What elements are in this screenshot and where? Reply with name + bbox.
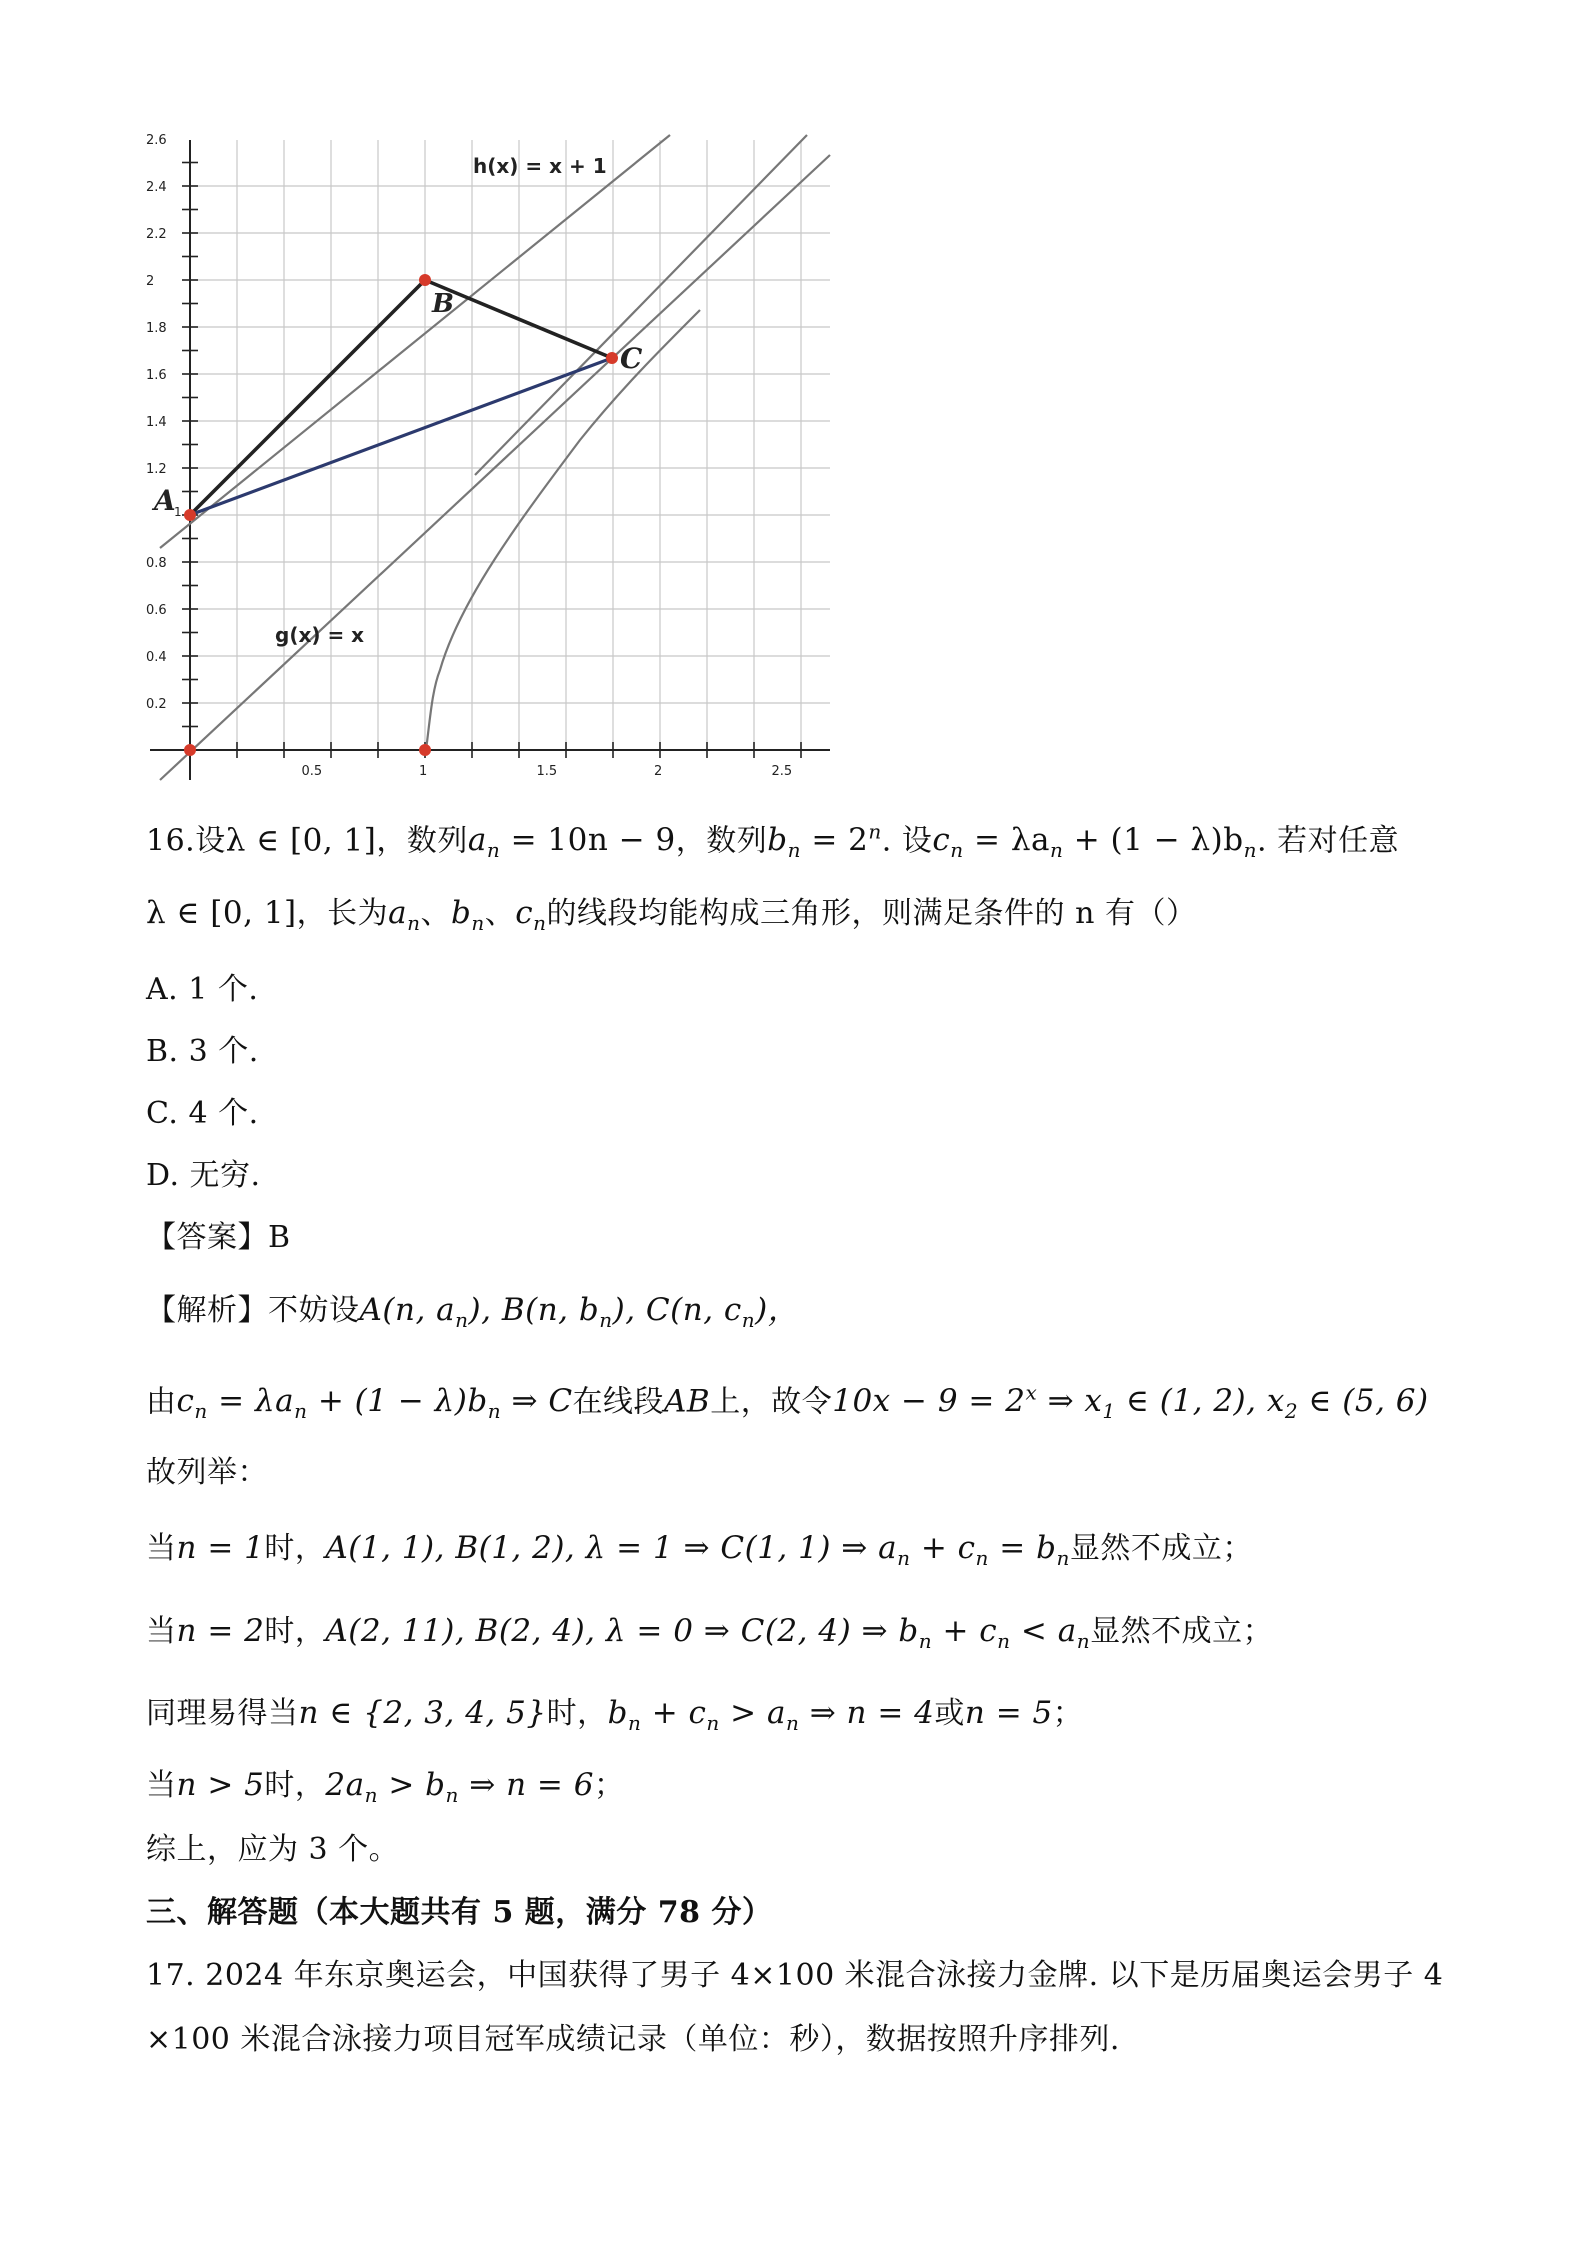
analysis-line-4: [146, 1528, 1253, 1578]
analysis-line-7: [146, 1765, 624, 1815]
q16-math-lambda: λ ∈ [0, 1]: [225, 822, 377, 859]
q16-text-4: . 设: [881, 823, 933, 859]
q16-text-2: ，数列: [376, 823, 468, 859]
analysis-5-math: A(2, 11), B(2, 4), λ = 0 ⇒ C(2, 4) ⇒ $b_n + c_n < a_n$: [325, 1613, 1091, 1654]
x-tick-label: 2: [654, 764, 663, 779]
q16-math-an-2: $a_n$: [388, 895, 421, 936]
label-a: A: [154, 484, 176, 517]
q16-number: 16.: [146, 823, 196, 859]
answer-value: B: [268, 1220, 291, 1255]
y-tick-label: 0.4: [146, 650, 167, 665]
analysis-6-set: n ∈ {2, 3, 4, 5}: [298, 1695, 547, 1731]
analysis-7-math: $2a_n > b_n$ ⇒ n = 6: [325, 1767, 594, 1808]
analysis-5-t1: 时，: [264, 1614, 326, 1649]
q16-math-an: $a_n = 10n - 9$: [467, 822, 676, 863]
q16-line-2: [146, 893, 1196, 943]
analysis-line-5: [146, 1611, 1273, 1661]
segment-ab: [190, 280, 425, 515]
q16-text-7: 的线段均能构成三角形，则满足条件的 n 有（）: [546, 896, 1197, 931]
analysis-5-pre: 当: [146, 1614, 177, 1649]
y-tick-label: 0.8: [146, 556, 167, 571]
q16-math-bn: $b_n = 2^n$: [767, 820, 882, 863]
analysis-7-end: ；: [593, 1768, 625, 1803]
coordinate-figure: [140, 130, 840, 790]
y-tick-label: 2.6: [146, 133, 167, 148]
analysis-4-math: A(1, 1), B(1, 2), λ = 1 ⇒ C(1, 1) ⇒ $a_n + c_n = b_n$: [325, 1530, 1070, 1571]
analysis-line-6: [146, 1693, 1083, 1743]
q16-math-lambda-2: λ ∈ [0, 1]: [146, 895, 297, 931]
point-origin: [184, 744, 196, 756]
point-a: [184, 509, 196, 521]
answer-line: [146, 1218, 291, 1258]
analysis-4-end: 显然不成立；: [1069, 1531, 1253, 1566]
analysis-5-n: n = 2: [176, 1613, 265, 1649]
analysis-2-pre: 由: [146, 1384, 177, 1420]
x-tick-label: 2.5: [771, 764, 793, 779]
point-b: [419, 274, 431, 286]
segment-ac: [190, 358, 612, 515]
q16-text-5: . 若对任意: [1257, 823, 1400, 859]
label-h: h(x) = x + 1: [473, 154, 607, 178]
q16-text-3: ，数列: [675, 823, 768, 859]
analysis-4-t1: 时，: [264, 1531, 326, 1566]
analysis-2-text-1: 在线段: [572, 1384, 665, 1420]
analysis-math-1: A(n, $a_n$), B(n, $b_n$), C(n, $c_n$)，: [359, 1292, 800, 1333]
analysis-6-n5: n = 5: [964, 1695, 1053, 1731]
x-tick-label: 1: [419, 764, 428, 779]
label-a-sub: 1: [174, 505, 182, 519]
analysis-5-end: 显然不成立；: [1090, 1614, 1274, 1649]
q17-line-2: ×100 米混合泳接力项目冠军成绩记录（单位：秒），数据按照升序排列.: [146, 2022, 1120, 2057]
analysis-6-end: ；: [1052, 1696, 1084, 1731]
axis-ticks: [182, 163, 801, 759]
q16-text-6: ，长为: [296, 896, 389, 931]
label-b: B: [432, 289, 454, 319]
q16-sep-1: 、: [420, 896, 452, 931]
analysis-7-pre: 当: [146, 1768, 177, 1803]
y-tick-label: 0.6: [146, 603, 167, 618]
analysis-6-t1: 时，: [546, 1696, 608, 1731]
analysis-line-3: 故列举：: [146, 1455, 268, 1490]
answer-label: 【答案】: [146, 1220, 268, 1255]
x-tick-label: 0.5: [301, 764, 323, 779]
q16-text-1: 设: [195, 823, 226, 859]
point-x1: [419, 744, 431, 756]
label-g: g(x) = x: [275, 623, 365, 647]
x-tick-labels: [302, 764, 793, 779]
q16-math-cn: $c_n = \lambda a_n + (1 - \lambda)b_n$: [932, 822, 1258, 863]
section-3-heading: 三、解答题（本大题共有 5 题，满分 78 分）: [146, 1895, 773, 1930]
analysis-6-pre: 同理易得当: [146, 1696, 299, 1731]
option-d: D. 无穷.: [146, 1158, 261, 1193]
q16-math-cn-2: $c_n$: [515, 895, 547, 936]
analysis-4-pre: 当: [146, 1531, 177, 1566]
analysis-line-1: [146, 1290, 799, 1340]
y-tick-label: 1.6: [146, 368, 167, 383]
analysis-2-ab: AB: [664, 1383, 711, 1420]
analysis-text-1: 不妨设: [268, 1293, 360, 1328]
y-tick-labels: [146, 133, 167, 712]
analysis-line-2: [146, 1373, 1429, 1432]
y-tick-label: 0.2: [146, 697, 167, 712]
y-tick-label: 1.2: [146, 462, 167, 477]
label-c: C: [620, 342, 643, 375]
analysis-2-math-2: $10x - 9 = 2^x$ ⇒ $x_1$ ∈ (1, 2), $x_2$ ∈ (5, 6): [832, 1381, 1429, 1424]
y-tick-label: 1.4: [146, 415, 167, 430]
analysis-line-8: 综上，应为 3 个。: [146, 1832, 400, 1867]
option-c: C. 4 个.: [146, 1096, 259, 1131]
y-tick-label: 1.8: [146, 321, 167, 336]
q16-sep-2: 、: [484, 896, 516, 931]
point-c: [606, 352, 618, 364]
y-tick-label: 2.2: [146, 227, 167, 242]
option-b: B. 3 个.: [146, 1034, 259, 1069]
q16-math-bn-2: $b_n$: [451, 895, 485, 936]
analysis-6-math: $b_n + c_n > a_n$ ⇒ n = 4: [607, 1695, 935, 1736]
q17-line-1: 17. 2024 年东京奥运会，中国获得了男子 4×100 米混合泳接力金牌. 以下是历届奥运会男子 4: [146, 1958, 1444, 1993]
option-a: A. 1 个.: [146, 972, 259, 1007]
analysis-2-text-2: 上，故令: [710, 1384, 833, 1420]
q16-line-1: [146, 812, 1399, 871]
analysis-7-t1: 时，: [264, 1768, 326, 1803]
y-tick-label: 2: [146, 274, 155, 289]
y-tick-label: 2.4: [146, 180, 167, 195]
analysis-2-math-1: $c_n = \lambda a_n + (1 - \lambda)b_n$ ⇒ C: [176, 1383, 573, 1424]
x-tick-label: 1.5: [536, 764, 558, 779]
analysis-6-or: 或: [934, 1696, 965, 1731]
analysis-7-n: n > 5: [176, 1767, 265, 1803]
analysis-4-n: n = 1: [176, 1530, 265, 1566]
analysis-label: 【解析】: [146, 1293, 268, 1328]
